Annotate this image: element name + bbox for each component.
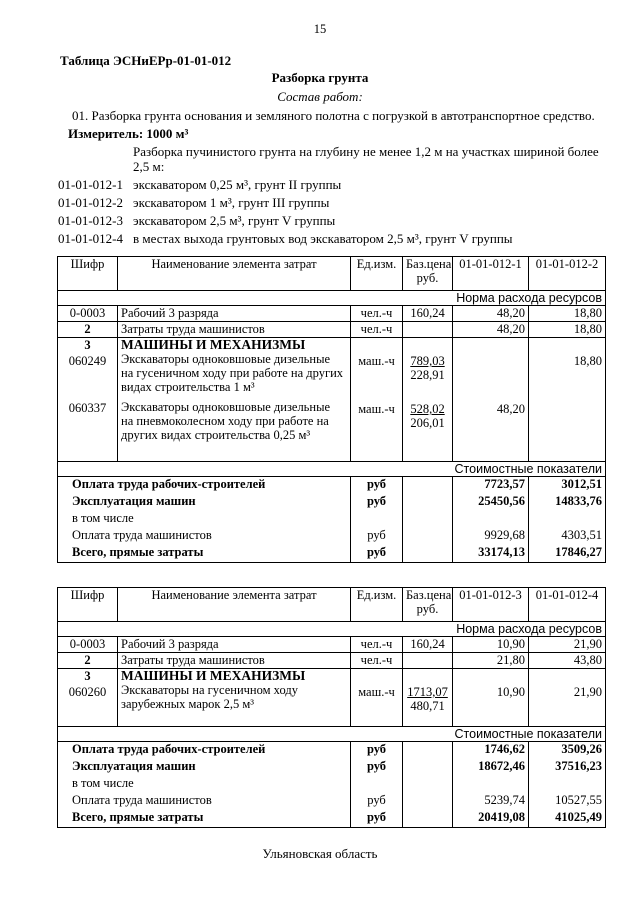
row-code: 2: [58, 322, 118, 338]
row-unit: чел.-ч: [351, 653, 403, 669]
code-id: 01-01-012-1: [58, 177, 123, 192]
cost-value-2: 14833,76: [529, 494, 606, 511]
cost-value-2: 17846,27: [529, 545, 606, 563]
header-unit: Ед.изм.: [351, 588, 403, 622]
row-value-1: 10,90: [453, 637, 529, 653]
cost-unit: руб: [351, 810, 403, 828]
cost-value-1: 18672,46: [453, 759, 529, 776]
row-code: 0-0003: [58, 306, 118, 322]
header-col-1: 01-01-012-1: [453, 257, 529, 291]
row-value-2: 18,80: [529, 306, 606, 322]
header-col-2: 01-01-012-4: [529, 588, 606, 622]
machine-prices: 789,03 228,91 528,02 206,01: [403, 338, 453, 462]
row-name: Затраты труда машинистов: [118, 322, 351, 338]
cost-value-1: 33174,13: [453, 545, 529, 563]
cost-name: в том числе: [58, 776, 351, 793]
machine-names: МАШИНЫ И МЕХАНИЗМЫ Экскаваторы на гусеничном ходу зарубежных марок 2,5 м³: [118, 669, 351, 727]
cost-unit: руб: [351, 477, 403, 494]
machine-values-2: 21,90: [529, 669, 606, 727]
row-unit: чел.-ч: [351, 637, 403, 653]
cost-value-1: 7723,57: [453, 477, 529, 494]
cost-value-1: 20419,08: [453, 810, 529, 828]
row-code: 2: [58, 653, 118, 669]
cost-value-1: 9929,68: [453, 528, 529, 545]
header-price: Баз.цена руб.: [403, 588, 453, 622]
cost-unit: руб: [351, 494, 403, 511]
cost-unit: руб: [351, 793, 403, 810]
page-number: 15: [313, 22, 327, 36]
header-unit: Ед.изм.: [351, 257, 403, 291]
code-id: 01-01-012-2: [58, 195, 123, 210]
section-title: Разборка грунта: [271, 70, 369, 85]
norm-label: Норма расхода ресурсов: [58, 622, 606, 637]
row-name: Затраты труда машинистов: [118, 653, 351, 669]
description-line-1: Разборка пучинистого грунта на глубину не менее 1,2 м на участках шириной более: [133, 144, 599, 159]
cost-value-2: 3012,51: [529, 477, 606, 494]
cost-unit: руб: [351, 759, 403, 776]
code-item: [58, 231, 123, 247]
cost-name: Оплата труда машинистов: [58, 793, 351, 810]
machine-values-1: 48,20: [453, 338, 529, 462]
cost-value-2: 4303,51: [529, 528, 606, 545]
unit-measure: Измеритель: 1000 м³: [68, 126, 189, 141]
row-code: 0-0003: [58, 637, 118, 653]
cost-name: Эксплуатация машин: [58, 759, 351, 776]
machine-prices: 1713,07 480,71: [403, 669, 453, 727]
code-item: [58, 195, 123, 211]
row-value-1: 48,20: [453, 306, 529, 322]
cost-name: Эксплуатация машин: [58, 494, 351, 511]
machine-values-1: 10,90: [453, 669, 529, 727]
cost-name: Всего, прямые затраты: [58, 545, 351, 563]
cost-value-2: 10527,55: [529, 793, 606, 810]
row-value-2: 43,80: [529, 653, 606, 669]
row-value-2: 21,90: [529, 637, 606, 653]
cost-unit: руб: [351, 528, 403, 545]
machine-units: маш.-ч: [351, 669, 403, 727]
code-text: экскаватором 1 м³, грунт III группы: [133, 195, 330, 210]
cost-name: Всего, прямые затраты: [58, 810, 351, 828]
header-col-2: 01-01-012-2: [529, 257, 606, 291]
cost-unit: руб: [351, 545, 403, 563]
row-price: [403, 322, 453, 338]
machine-codes: 3 060260: [58, 669, 118, 727]
row-name: Рабочий 3 разряда: [118, 637, 351, 653]
cost-label: Стоимостные показатели: [58, 462, 606, 477]
cost-value-1: 25450,56: [453, 494, 529, 511]
header-name: Наименование элемента затрат: [118, 257, 351, 291]
cost-value-1: 1746,62: [453, 742, 529, 759]
header-col-1: 01-01-012-3: [453, 588, 529, 622]
cost-name: Оплата труда рабочих-строителей: [58, 477, 351, 494]
code-text: экскаватором 2,5 м³, грунт V группы: [133, 213, 336, 228]
row-value-2: 18,80: [529, 322, 606, 338]
cost-label: Стоимостные показатели: [58, 727, 606, 742]
header-name: Наименование элемента затрат: [118, 588, 351, 622]
code-item: [58, 177, 123, 193]
resource-table-1: [57, 256, 606, 563]
machine-units: маш.-ч маш.-ч: [351, 338, 403, 462]
table-code: Таблица ЭСНиЕРр-01-01-012: [60, 53, 232, 68]
footer-region: Ульяновская область: [262, 846, 378, 861]
code-text: в местах выхода грунтовых вод экскаватором 2,5 м³, грунт V группы: [133, 231, 513, 246]
cost-name: Оплата труда машинистов: [58, 528, 351, 545]
machine-codes: 3 060249 060337: [58, 338, 118, 462]
header-code: Шифр: [58, 257, 118, 291]
row-price: 160,24: [403, 637, 453, 653]
cost-unit: руб: [351, 742, 403, 759]
cost-value-2: 37516,23: [529, 759, 606, 776]
norm-label: Норма расхода ресурсов: [58, 291, 606, 306]
cost-value-1: 5239,74: [453, 793, 529, 810]
code-item: [58, 213, 123, 229]
header-code: Шифр: [58, 588, 118, 622]
row-value-1: 48,20: [453, 322, 529, 338]
header-price: Баз.цена руб.: [403, 257, 453, 291]
machine-values-2: 18,80: [529, 338, 606, 462]
work-composition-label: Состав работ:: [277, 89, 363, 104]
description-line-2: 2,5 м:: [133, 159, 165, 174]
cost-name: Оплата труда рабочих-строителей: [58, 742, 351, 759]
code-id: 01-01-012-4: [58, 231, 123, 246]
row-unit: чел.-ч: [351, 306, 403, 322]
row-price: 160,24: [403, 306, 453, 322]
code-id: 01-01-012-3: [58, 213, 123, 228]
cost-value-2: 3509,26: [529, 742, 606, 759]
row-price: [403, 653, 453, 669]
machine-names: МАШИНЫ И МЕХАНИЗМЫ Экскаваторы одноковшовые дизельные на гусеничном ходу при работе на других видах строительства 1 м³ Экскаваторы одноковшовые дизельные на пневмоколесном ходу при работе на других видах строительства 0,25 м³: [118, 338, 351, 462]
resource-table-2: [57, 587, 606, 828]
row-name: Рабочий 3 разряда: [118, 306, 351, 322]
cost-value-2: 41025,49: [529, 810, 606, 828]
code-text: экскаватором 0,25 м³, грунт II группы: [133, 177, 342, 192]
row-unit: чел.-ч: [351, 322, 403, 338]
row-value-1: 21,80: [453, 653, 529, 669]
cost-name: в том числе: [58, 511, 351, 528]
work-item: 01. Разборка грунта основания и земляного полотна с погрузкой в автотранспортное средство.: [72, 108, 595, 123]
